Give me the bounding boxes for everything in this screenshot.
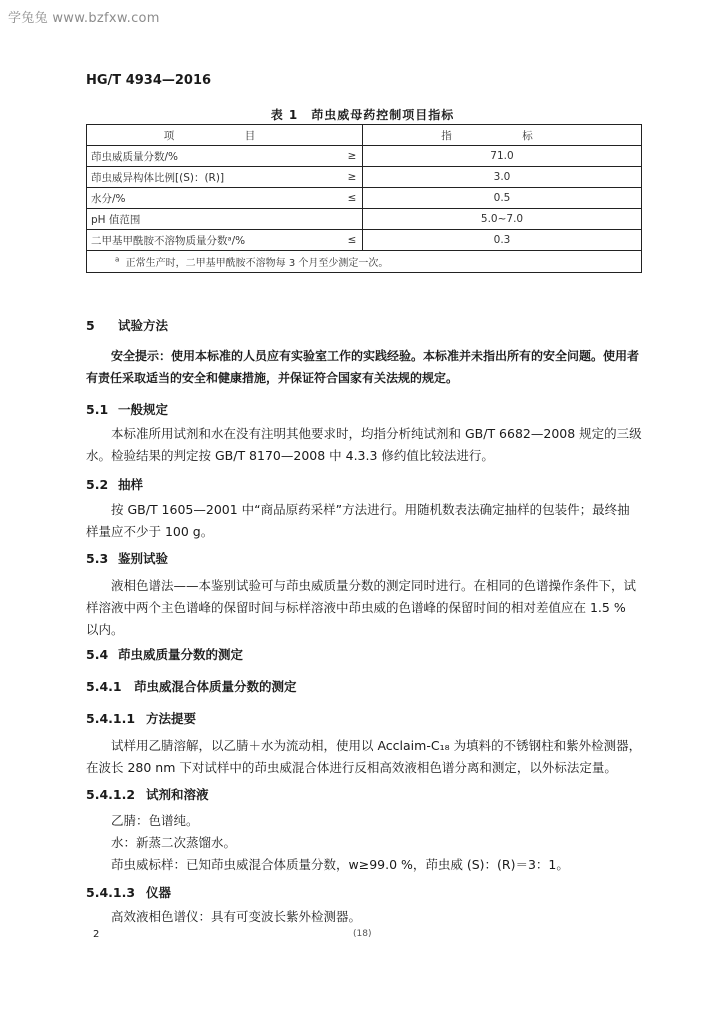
section-title: 试剂和溶液 (146, 787, 209, 802)
standard-number: HG/T 4934—2016 (86, 73, 212, 88)
column-header-value: 指 标 (363, 125, 642, 146)
section-title: 试验方法 (118, 318, 169, 333)
section-5-1-heading (86, 400, 168, 418)
note-marker: a (115, 255, 120, 264)
section-5-4-1-3-heading (86, 883, 171, 901)
section-title: 仪器 (146, 885, 172, 900)
section-number: 5.1 (86, 402, 109, 417)
reagent-standard: 茚虫威标样：已知茚虫威混合体质量分数，w≥99.0 %，茚虫威 (S)：(R)＝3：1。 (111, 857, 569, 872)
row-item: pH 值范围 (87, 209, 343, 230)
table-row (87, 188, 642, 209)
section-5-2-heading (86, 475, 143, 493)
section-5-2-text: 按 GB/T 1605—2001 中“商品原药采样”方法进行。用随机数表法确定抽样的包装件；最终抽样量应不少于 100 g。 (86, 502, 630, 539)
note-text: 正常生产时，二甲基甲酰胺不溶物每 3 个月至少测定一次。 (125, 258, 389, 269)
row-operator: ≥ (342, 146, 363, 167)
section-5-heading (86, 316, 168, 334)
table-note (87, 251, 642, 273)
row-value: 0.3 (363, 230, 642, 251)
section-5-4-heading (86, 645, 243, 663)
instrument-hplc: 高效液相色谱仪：具有可变波长紫外检测器。 (111, 909, 362, 924)
page-sequence: (18) (353, 929, 372, 939)
section-number: 5.4 (86, 647, 109, 662)
section-title: 抽样 (118, 477, 144, 492)
column-header-item: 项 目 (87, 125, 363, 146)
row-operator: ≥ (342, 167, 363, 188)
table-row (87, 230, 642, 251)
spec-table (86, 124, 642, 273)
section-5-3-heading (86, 549, 168, 567)
section-5-4-1-2-heading (86, 785, 209, 803)
section-5-4-1-1-text: 试样用乙腈溶解，以乙腈＋水为流动相，使用以 Acclaim-C₁₈ 为填料的不锈钢柱和紫外检测器，在波长 280 nm 下对试样中的茚虫威混合体进行反相高效液相色谱分离和测定，以外标法定量。 (86, 738, 642, 775)
table-row (87, 209, 642, 230)
section-title: 方法提要 (146, 711, 197, 726)
table-title: 表 1 茚虫威母药控制项目指标 (270, 108, 455, 122)
table-note-row (87, 251, 642, 273)
section-title: 茚虫威质量分数的测定 (118, 647, 244, 662)
reagent-acetonitrile: 乙腈：色谱纯。 (111, 813, 199, 828)
section-number: 5.4.1 (86, 679, 122, 694)
row-value: 3.0 (363, 167, 642, 188)
section-title: 鉴别试验 (118, 551, 169, 566)
section-5-3-text: 液相色谱法——本鉴别试验可与茚虫威质量分数的测定同时进行。在相同的色谱操作条件下，试样溶液中两个主色谱峰的保留时间与标样溶液中茚虫威的色谱峰的保留时间的相对差值应在 1.5 % 以内。 (86, 578, 637, 637)
safety-notice: 安全提示：使用本标准的人员应有实验室工作的实践经验。本标准并未指出所有的安全问题。使用者有责任采取适当的安全和健康措施，并保证符合国家有关法规的规定。 (86, 349, 640, 385)
section-number: 5.4.1.2 (86, 787, 136, 802)
row-item: 茚虫威质量分数/% (87, 146, 343, 167)
row-item: 水分/% (87, 188, 343, 209)
table-row (87, 146, 642, 167)
row-value: 71.0 (363, 146, 642, 167)
table-row (87, 167, 642, 188)
page-number: 2 (93, 929, 100, 940)
row-item: 二甲基甲酰胺不溶物质量分数ᵃ/% (87, 230, 343, 251)
row-value: 0.5 (363, 188, 642, 209)
section-number: 5.3 (86, 551, 109, 566)
section-number: 5 (86, 318, 95, 333)
row-operator: ≤ (342, 188, 363, 209)
section-5-4-1-1-heading (86, 709, 196, 727)
section-number: 5.4.1.1 (86, 711, 136, 726)
section-title: 茚虫威混合体质量分数的测定 (134, 679, 297, 694)
row-operator (342, 209, 363, 230)
row-operator: ≤ (342, 230, 363, 251)
watermark: 学兔兔 www.bzfxw.com (8, 11, 160, 26)
section-number: 5.4.1.3 (86, 885, 136, 900)
table-header-row (87, 125, 642, 146)
row-item: 茚虫威异构体比例[(S)：(R)] (87, 167, 343, 188)
section-5-4-1-heading (86, 677, 297, 695)
section-5-1-text: 本标准所用试剂和水在没有注明其他要求时，均指分析纯试剂和 GB/T 6682—2008 规定的三级水。检验结果的判定按 GB/T 8170—2008 中 4.3.3 修约值比较法进行。 (86, 426, 642, 463)
row-value: 5.0~7.0 (363, 209, 642, 230)
section-number: 5.2 (86, 477, 109, 492)
section-title: 一般规定 (118, 402, 169, 417)
reagent-water: 水：新蒸二次蒸馏水。 (111, 835, 237, 850)
